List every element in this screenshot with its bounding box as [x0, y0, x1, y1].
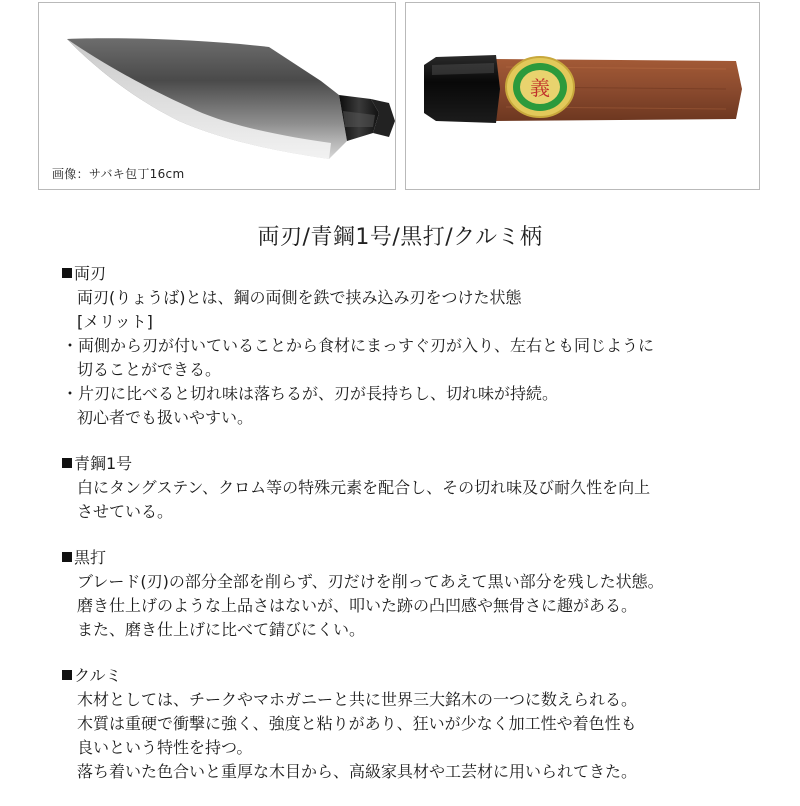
body-line [62, 476, 762, 500]
line-text: 切ることができる。 [77, 360, 222, 379]
bullet-line [62, 334, 762, 358]
line-text: 両刃(りょうば)とは、鋼の両側を鉄で挟み込み刃をつけた状態 [77, 288, 522, 307]
line-text: 良いという特性を持つ。 [77, 738, 253, 757]
body-line [62, 760, 762, 784]
body-line [62, 712, 762, 736]
spec-description [62, 262, 762, 806]
body-line [62, 594, 762, 618]
square-bullet-icon [62, 552, 72, 562]
blade-photo-panel [38, 2, 396, 190]
handle-photo-panel [405, 2, 760, 190]
section-3 [62, 664, 762, 784]
line-text: また、磨き仕上げに比べて錆びにくい。 [77, 620, 366, 639]
line-text: させている。 [77, 502, 174, 521]
line-text: 木質は重硬で衝撃に強く、強度と粘りがあり、狂いが少なく加工性や着色性も [77, 714, 637, 733]
page-title: 両刃/青鋼1号/黒打/クルミ柄 [257, 225, 543, 250]
section-heading [62, 664, 762, 688]
knife-handle-image [406, 3, 760, 190]
line-text: 白にタングステン、クロム等の特殊元素を配合し、その切れ味及び耐久性を向上 [77, 478, 651, 497]
line-text: 初心者でも扱いやすい。 [77, 408, 254, 427]
section-heading-text: 青鋼1号 [74, 454, 133, 473]
body-line [62, 500, 762, 524]
line-text: ブレード(刃)の部分全部を削らず、刃だけを削ってあえて黒い部分を残した状態。 [77, 572, 664, 591]
body-line [62, 286, 762, 310]
section-heading-text: 両刃 [74, 264, 107, 283]
bullet-dot-icon: ・ [62, 336, 79, 355]
bullet-dot-icon: ・ [62, 384, 79, 403]
body-line [62, 406, 762, 430]
body-line [62, 688, 762, 712]
section-heading [62, 262, 762, 286]
line-text: 両側から刃が付いていることから食材にまっすぐ刃が入り、左右とも同じように [78, 336, 655, 355]
body-line [62, 618, 762, 642]
section-1 [62, 452, 762, 524]
body-line [62, 736, 762, 760]
line-text: 木材としては、チークやマホガニーと共に世界三大銘木の一つに数えられる。 [77, 690, 638, 709]
blade-image-caption: 画像：サバキ包丁16cm [52, 167, 185, 181]
line-text: 片刃に比べると切れ味は落ちるが、刃が長持ちし、切れ味が持続。 [78, 384, 559, 403]
section-2 [62, 546, 762, 642]
section-heading [62, 452, 762, 476]
line-text: 磨き仕上げのような上品さはないが、叩いた跡の凸凹感や無骨さに趣がある。 [77, 596, 638, 615]
section-heading-text: クルミ [74, 666, 122, 685]
section-heading-text: 黒打 [74, 548, 107, 567]
line-text: 落ち着いた色合いと重厚な木目から、高級家具材や工芸材に用いられてきた。 [77, 762, 638, 781]
label-character: 義 [530, 76, 550, 100]
bullet-line [62, 382, 762, 406]
body-line [62, 358, 762, 382]
body-line [62, 570, 762, 594]
body-line [62, 310, 762, 334]
line-text: [メリット] [77, 312, 153, 331]
knife-blade-image [39, 3, 396, 190]
section-0 [62, 262, 762, 430]
section-heading [62, 546, 762, 570]
square-bullet-icon [62, 670, 72, 680]
square-bullet-icon [62, 458, 72, 468]
square-bullet-icon [62, 268, 72, 278]
